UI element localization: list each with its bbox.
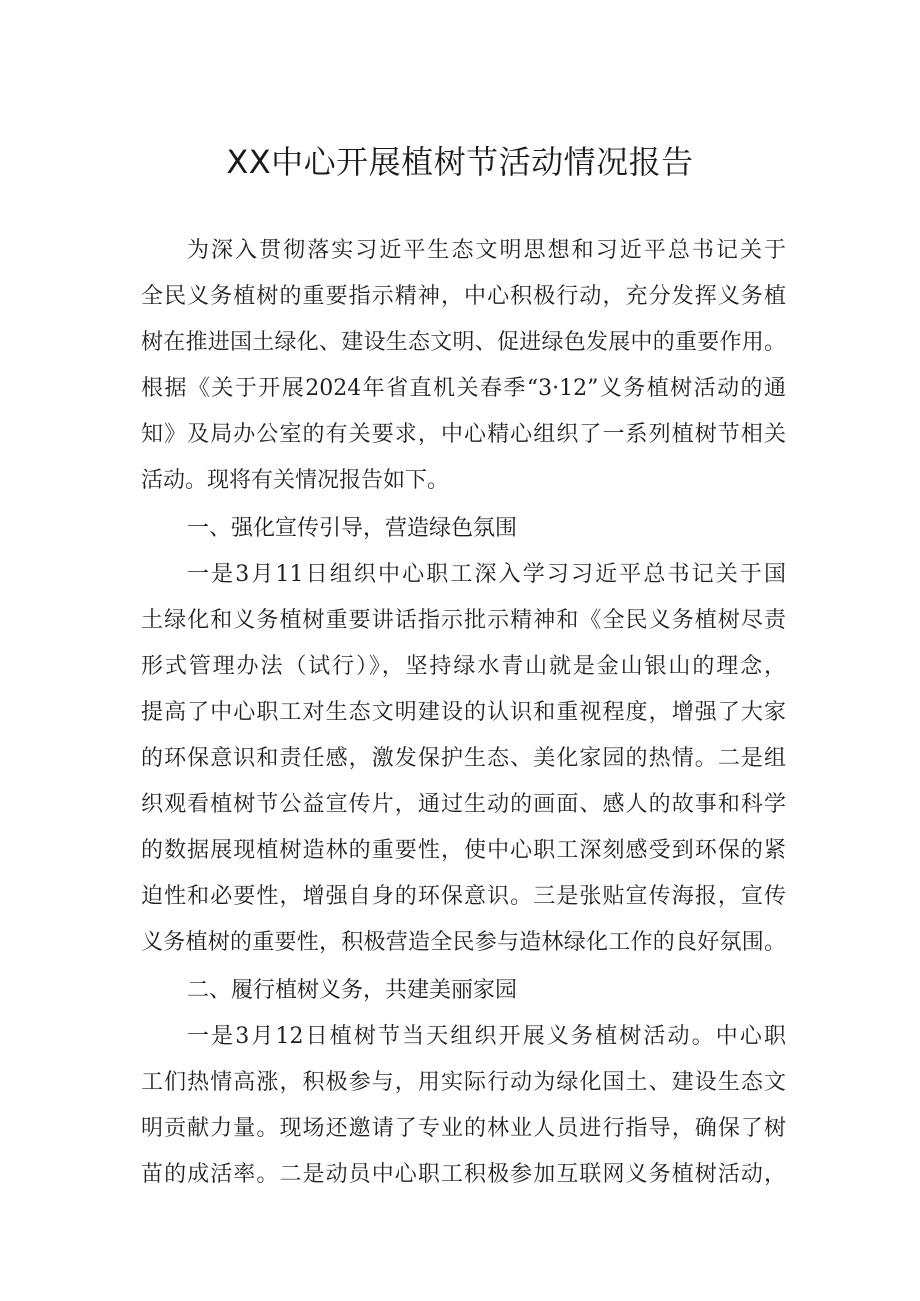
intro-line: 根据《关于开展2024年省直机关春季“3·12”义务植树活动的通 (141, 376, 786, 401)
section1-line: 的环保意识和责任感，激发保护生态、美化家园的热情。二是组 (141, 746, 786, 771)
intro-line: 树在推进国土绿化、建设生态文明、促进绿色发展中的重要作用。 (141, 330, 786, 355)
section1-line: 土绿化和义务植树重要讲话指示批示精神和《全民义务植树尽责 (141, 608, 786, 633)
section2-line: 工们热情高涨，积极参与，用实际行动为绿化国土、建设生态文 (141, 1070, 786, 1095)
intro-line: 为深入贯彻落实习近平生态文明思想和习近平总书记关于 (187, 238, 786, 263)
section-heading: 一、强化宣传引导，营造绿色氛围 (187, 516, 518, 541)
section2-line: 苗的成活率。二是动员中心职工积极参加互联网义务植树活动， (141, 1162, 786, 1187)
intro-line: 活动。现将有关情况报告如下。 (141, 468, 450, 493)
intro-line: 知》及局办公室的有关要求，中心精心组织了一系列植树节相关 (141, 422, 786, 447)
section1-line: 义务植树的重要性，积极营造全民参与造林绿化工作的良好氛围。 (141, 930, 786, 955)
section1-line: 提高了中心职工对生态文明建设的认识和重视程度，增强了大家 (141, 700, 786, 725)
section1-line: 一是3月11日组织中心职工深入学习习近平总书记关于国 (187, 562, 786, 587)
section2-line: 一是3月12日植树节当天组织开展义务植树活动。中心职 (187, 1024, 786, 1049)
document-title: XX中心开展植树节活动情况报告 (226, 143, 694, 181)
section1-line: 形式管理办法（试行）》，坚持绿水青山就是金山银山的理念， (141, 654, 786, 679)
section2-line: 明贡献力量。现场还邀请了专业的林业人员进行指导，确保了树 (141, 1116, 786, 1141)
section1-line: 迫性和必要性，增强自身的环保意识。三是张贴宣传海报，宣传 (141, 884, 786, 909)
section1-line: 织观看植树节公益宣传片，通过生动的画面、感人的故事和科学 (141, 792, 786, 817)
intro-line: 全民义务植树的重要指示精神，中心积极行动，充分发挥义务植 (141, 284, 786, 309)
section-heading: 二、履行植树义务，共建美丽家园 (187, 978, 518, 1003)
section1-line: 的数据展现植树造林的重要性，使中心职工深刻感受到环保的紧 (141, 838, 786, 863)
